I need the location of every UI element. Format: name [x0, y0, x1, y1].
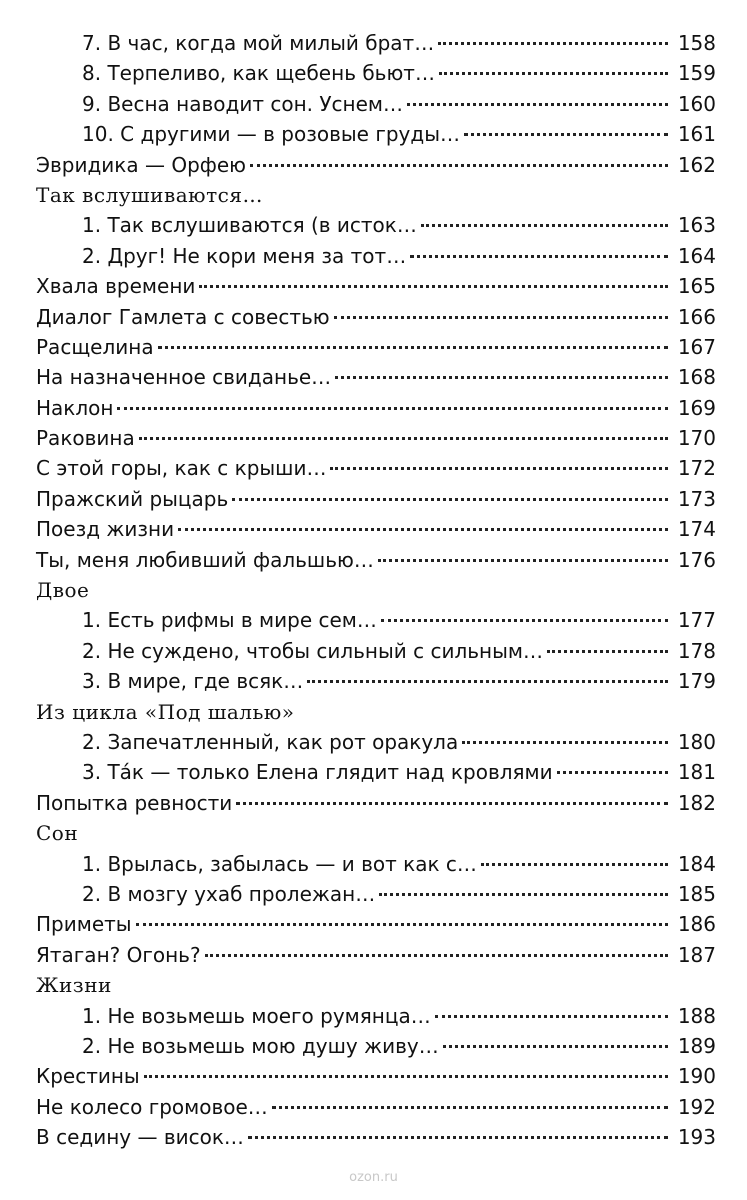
dot-leader [158, 346, 668, 349]
toc-entry [36, 302, 716, 332]
toc-entry [36, 849, 716, 879]
dot-leader [272, 1106, 668, 1109]
toc-entry-title: Сон [36, 821, 79, 846]
dot-leader [381, 619, 668, 622]
dot-leader [481, 863, 668, 866]
toc-page-number: 167 [677, 334, 716, 359]
toc-entry-title: Попытка ревности [36, 790, 233, 815]
toc-section-heading [36, 575, 716, 605]
dot-leader [117, 407, 668, 410]
toc-entry [36, 453, 716, 483]
dot-leader [435, 1015, 668, 1018]
dot-leader [330, 467, 668, 470]
toc-entry-title: Раковина [36, 426, 135, 451]
toc-page-number: 161 [677, 122, 716, 147]
toc-entry [36, 58, 716, 88]
toc-entry [36, 362, 716, 392]
watermark: ozon.ru [349, 1170, 398, 1185]
toc-entry-title: Пражский рыцарь [36, 486, 229, 511]
toc-entry [36, 119, 716, 149]
toc-page-number: 174 [677, 517, 716, 542]
toc-page-number: 179 [677, 669, 716, 694]
dot-leader [407, 103, 668, 106]
toc-entry [36, 1122, 716, 1152]
toc-page-number: 181 [677, 760, 716, 785]
toc-entry-title: Не колесо громовое… [36, 1094, 268, 1119]
toc-entry [36, 788, 716, 818]
dot-leader [462, 741, 668, 744]
toc-page-number: 189 [677, 1033, 716, 1058]
toc-entry [36, 28, 716, 58]
toc-entry-title: 3. Та́к — только Елена глядит над кровлями [82, 760, 553, 785]
dot-leader [438, 42, 668, 45]
toc-entry [36, 150, 716, 180]
toc-entry [36, 393, 716, 423]
toc-entry [36, 514, 716, 544]
toc-page-number: 166 [677, 304, 716, 329]
toc-entry [36, 332, 716, 362]
toc-page-number: 159 [677, 61, 716, 86]
toc-page-number: 160 [677, 91, 716, 116]
toc-entry-title: С этой горы, как с крыши… [36, 456, 327, 481]
dot-leader [178, 528, 668, 531]
toc-entry-title: Приметы [36, 912, 132, 937]
toc-entry-title: 1. Не возьмешь моего румянца… [82, 1003, 431, 1028]
dot-leader [410, 255, 668, 258]
toc-page-number: 193 [677, 1125, 716, 1150]
toc-entry-title: 2. Не возьмешь мою душу живу… [82, 1033, 439, 1058]
dot-leader [232, 498, 668, 501]
toc-entry-title: Хвала времени [36, 274, 196, 299]
toc-page-number: 170 [677, 426, 716, 451]
toc-entry-title: Расщелина [36, 334, 154, 359]
toc-entry-title: Наклон [36, 395, 114, 420]
toc-entry-title: Ятаган? Огонь? [36, 942, 201, 967]
toc-entry-title: Ты, меня любивший фальшью… [36, 547, 374, 572]
toc-entry-title: Двое [36, 578, 90, 603]
toc-entry [36, 423, 716, 453]
toc-entry-title: 9. Весна наводит сон. Уснем… [82, 91, 404, 116]
toc-page-number: 187 [677, 942, 716, 967]
toc-page-number: 182 [677, 790, 716, 815]
toc-entry [36, 727, 716, 757]
dot-leader [421, 224, 668, 227]
dot-leader [378, 559, 668, 562]
toc-entry-title: Из цикла «Под шалью» [36, 699, 295, 724]
toc-entry-title: Поезд жизни [36, 517, 175, 542]
toc-entry-title: Жизни [36, 973, 112, 998]
toc-entry [36, 605, 716, 635]
toc-entry-title: 1. Так вслушиваются (в исток… [82, 213, 417, 238]
dot-leader [439, 72, 668, 75]
toc-entry [36, 484, 716, 514]
toc-page-number: 172 [677, 456, 716, 481]
toc-entry-title: Диалог Гамлета с совестью [36, 304, 330, 329]
dot-leader [236, 802, 668, 805]
dot-leader [335, 376, 668, 379]
toc-page-number: 163 [677, 213, 716, 238]
dot-leader [248, 1136, 668, 1139]
toc-page-number: 164 [677, 243, 716, 268]
toc-entry-title: Крестины [36, 1064, 140, 1089]
dot-leader [144, 1075, 668, 1078]
toc-page-number: 177 [677, 608, 716, 633]
dot-leader [307, 680, 668, 683]
toc-page-number: 184 [677, 851, 716, 876]
toc-page-number: 168 [677, 365, 716, 390]
toc-entry-title: 1. Врылась, забылась — и вот как с… [82, 851, 477, 876]
toc-entry [36, 241, 716, 271]
dot-leader [334, 316, 668, 319]
table-of-contents [36, 28, 716, 1152]
toc-entry [36, 545, 716, 575]
dot-leader [443, 1045, 668, 1048]
toc-entry-title: 8. Терпеливо, как щебень бьют… [82, 61, 435, 86]
toc-section-heading [36, 697, 716, 727]
toc-page-number: 192 [677, 1094, 716, 1119]
toc-page-number: 188 [677, 1003, 716, 1028]
toc-entry [36, 271, 716, 301]
dot-leader [205, 954, 668, 957]
toc-entry-title: 7. В час, когда мой милый брат… [82, 31, 435, 55]
toc-page-number: 169 [677, 395, 716, 420]
toc-page-number: 190 [677, 1064, 716, 1089]
dot-leader [379, 893, 668, 896]
toc-entry [36, 940, 716, 970]
toc-entry-title: 2. В мозгу ухаб пролежан… [82, 881, 376, 906]
toc-page-number: 165 [677, 274, 716, 299]
dot-leader [139, 437, 668, 440]
toc-entry [36, 909, 716, 939]
toc-entry-title: Так вслушиваются… [36, 182, 263, 207]
toc-page-number: 162 [677, 152, 716, 177]
dot-leader [464, 133, 668, 136]
toc-entry-title: В седину — висок… [36, 1125, 244, 1150]
dot-leader [136, 923, 668, 926]
toc-entry-title: Эвридика — Орфею [36, 152, 246, 177]
toc-entry [36, 1031, 716, 1061]
toc-entry-title: 3. В мире, где всяк… [82, 669, 304, 694]
dot-leader [250, 164, 668, 167]
toc-entry-title: 10. С другими — в розовые груды… [82, 122, 460, 147]
toc-entry-title: 1. Есть рифмы в мире сем… [82, 608, 377, 633]
toc-entry [36, 1061, 716, 1091]
toc-entry [36, 879, 716, 909]
dot-leader [199, 285, 668, 288]
toc-entry-title: На назначенное свиданье… [36, 365, 332, 390]
toc-entry-title: 2. Друг! Не кори меня за тот… [82, 243, 407, 268]
toc-page-number: 178 [677, 638, 716, 663]
toc-section-heading [36, 180, 716, 210]
toc-page-number: 186 [677, 912, 716, 937]
toc-entry [36, 210, 716, 240]
toc-entry [36, 89, 716, 119]
toc-section-heading [36, 970, 716, 1000]
toc-page-number: 173 [677, 486, 716, 511]
toc-entry [36, 757, 716, 787]
toc-entry [36, 1092, 716, 1122]
toc-entry-title: 2. Не суждено, чтобы сильный с сильным… [82, 638, 543, 663]
dot-leader [547, 650, 668, 653]
toc-page-number: 158 [677, 31, 716, 55]
toc-page-number: 176 [677, 547, 716, 572]
toc-entry [36, 1001, 716, 1031]
toc-entry [36, 636, 716, 666]
toc-page-number: 185 [677, 881, 716, 906]
toc-entry-title: 2. Запечатленный, как рот оракула [82, 729, 459, 754]
toc-section-heading [36, 818, 716, 848]
toc-entry [36, 666, 716, 696]
dot-leader [557, 771, 668, 774]
toc-page-number: 180 [677, 729, 716, 754]
